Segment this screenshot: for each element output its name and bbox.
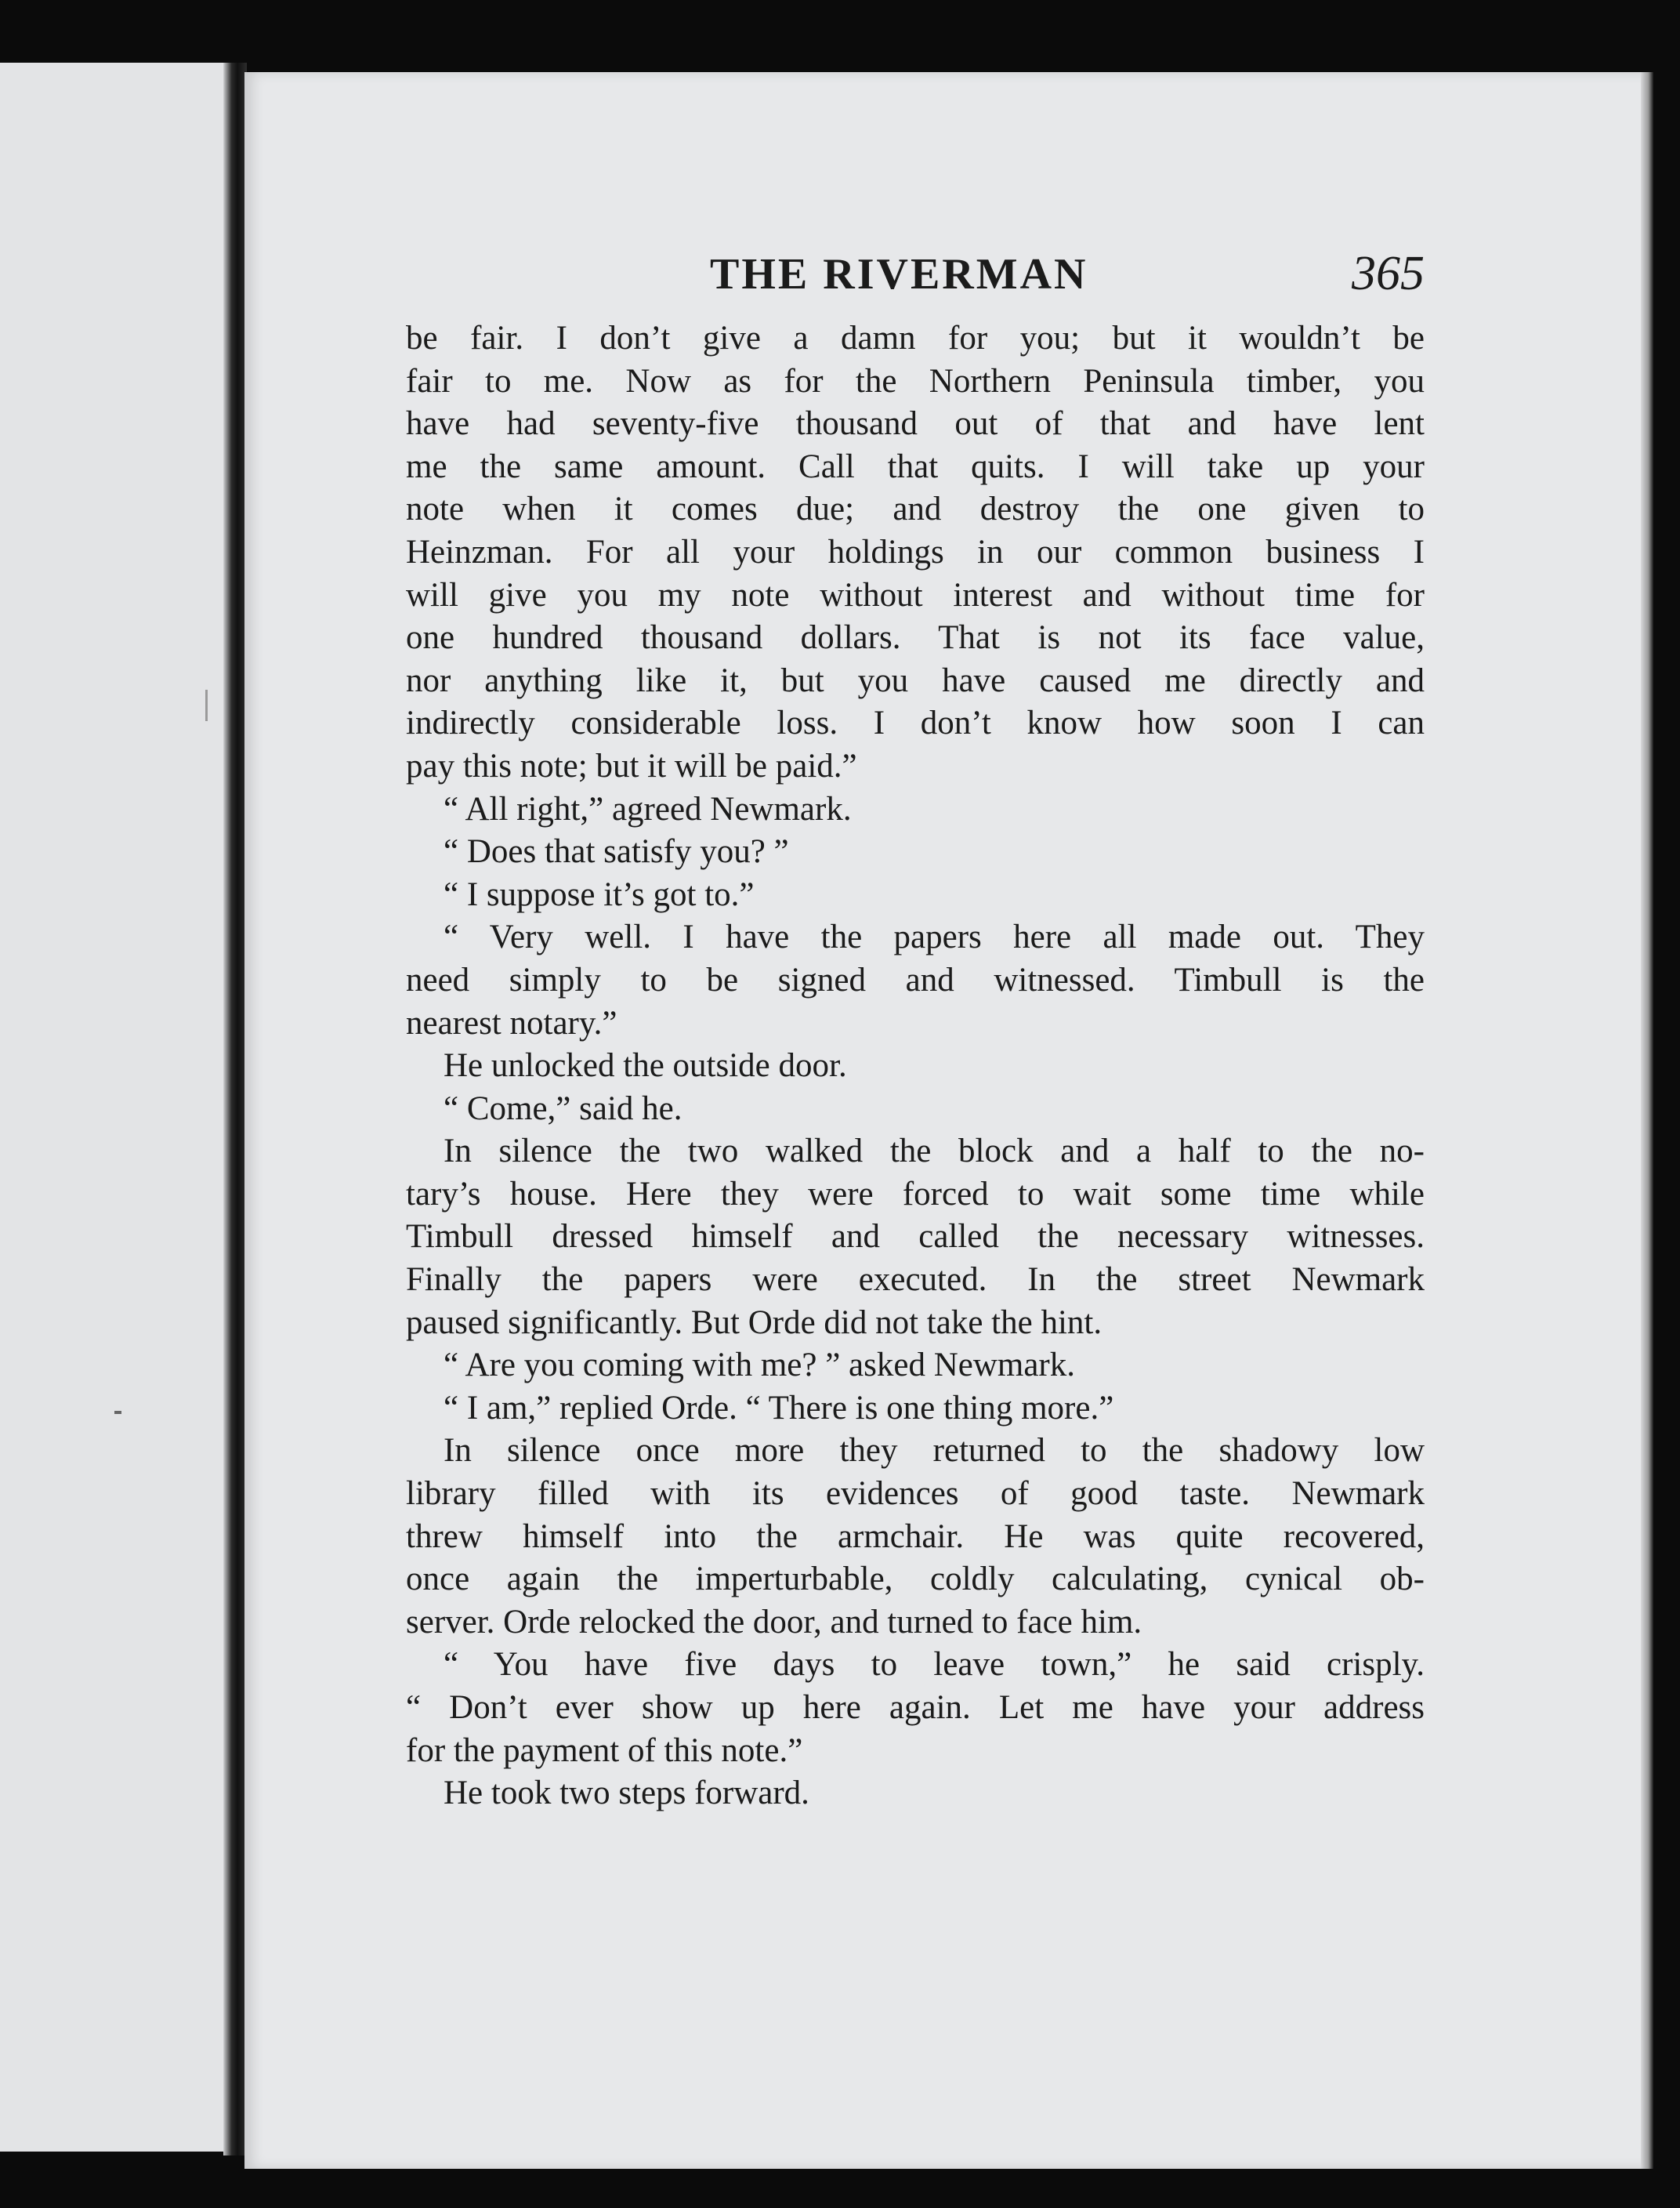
text-line: will give you my note without interest and without time for (406, 576, 1425, 614)
text-line: Finally the papers were executed. In the street Newmark (406, 1261, 1425, 1299)
text-line: “ Does that satisfy you? ” (444, 833, 789, 871)
text-line: tary’s house. Here they were forced to wait some time while (406, 1175, 1425, 1213)
text-line: be fair. I don’t give a damn for you; but it wouldn’t be (406, 320, 1425, 357)
text-line: indirectly considerable loss. I don’t know how soon I can (406, 705, 1425, 742)
text-line: note when it comes due; and destroy the one given to (406, 491, 1425, 528)
text-line: need simply to be signed and witnessed. Timbull is the (406, 961, 1425, 999)
text-line: pay this note; but it will be paid.” (406, 747, 857, 785)
body-text (406, 317, 1425, 1815)
page-number: 365 (1352, 247, 1425, 300)
text-line: “ You have five days to leave town,” he said crisply. (444, 1646, 1425, 1684)
text-line: “ Don’t ever show up here again. Let me have your address (406, 1689, 1425, 1726)
text-line: In silence the two walked the block and a half to the no- (444, 1133, 1425, 1170)
text-line: nor anything like it, but you have caused me directly and (406, 662, 1425, 699)
text-line: me the same amount. Call that quits. I will take up your (406, 448, 1425, 485)
text-line: Heinzman. For all your holdings in our common business I (406, 533, 1425, 571)
text-line: once again the imperturbable, coldly calculating, cynical ob- (406, 1561, 1425, 1598)
text-line: He unlocked the outside door. (444, 1047, 847, 1085)
left-page-margin (0, 63, 231, 2152)
text-line: one hundred thousand dollars. That is not its face value, (406, 619, 1425, 657)
margin-speck (114, 1411, 121, 1414)
text-line: “ Come,” said he. (444, 1089, 682, 1127)
book-gutter (223, 63, 247, 2155)
text-line: have had seventy-five thousand out of that and have lent (406, 405, 1425, 443)
text-line: “ I am,” replied Orde. “ There is one thing more.” (444, 1389, 1114, 1427)
text-line: threw himself into the armchair. He was quite recovered, (406, 1517, 1425, 1555)
text-line: Timbull dressed himself and called the necessary witnesses. (406, 1218, 1425, 1256)
text-line: In silence once more they returned to the shadowy low (444, 1432, 1425, 1470)
text-line: nearest notary.” (406, 1004, 617, 1042)
text-line: library filled with its evidences of good taste. Newmark (406, 1475, 1425, 1513)
text-line: fair to me. Now as for the Northern Peninsula timber, you (406, 362, 1425, 400)
page-edge-shadow (1641, 72, 1653, 2169)
text-line: for the payment of this note.” (406, 1731, 803, 1769)
running-head (406, 249, 1425, 312)
text-line: “ Are you coming with me? ” asked Newmark. (444, 1347, 1075, 1384)
text-line: “ All right,” agreed Newmark. (444, 790, 852, 828)
margin-tick (205, 690, 208, 721)
running-head-title: THE RIVERMAN (710, 250, 1088, 299)
text-line: server. Orde relocked the door, and turned to face him. (406, 1603, 1142, 1641)
text-line: “ I suppose it’s got to.” (444, 876, 755, 913)
text-line: “ Very well. I have the papers here all made out. They (444, 919, 1425, 956)
text-line: paused significantly. But Orde did not take the hint. (406, 1303, 1102, 1341)
text-line: He took two steps forward. (444, 1775, 809, 1812)
